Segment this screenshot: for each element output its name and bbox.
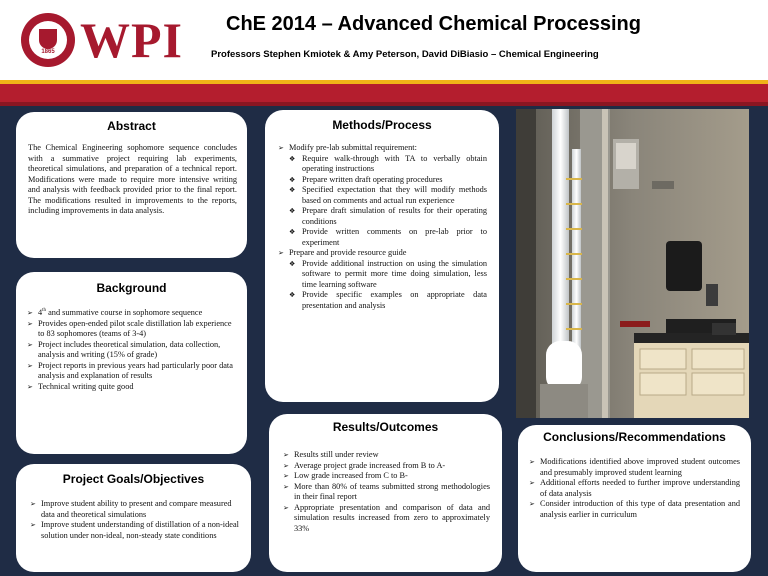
goals-heading: Project Goals/Objectives <box>62 472 205 486</box>
methods-panel <box>265 110 499 402</box>
list-item: ❖ Specified expectation that they will modify methods based on comments and actual run experience <box>289 185 487 206</box>
poster-authors: Professors Stephen Kmiotek & Amy Peterson, David DiBiasio – Chemical Engineering <box>211 49 599 60</box>
seal-year: 1865 <box>41 49 55 55</box>
abstract-panel <box>16 112 247 258</box>
abstract-heading: Abstract <box>107 119 156 133</box>
list-item: ❖ Provide specific examples on appropriate data presentation and analysis <box>289 290 487 311</box>
list-item: ➢ Average project grade increased from B to A- <box>283 461 490 472</box>
list-item: ➢ Provides open-ended pilot scale distillation lab experience to 83 sophomores (teams of 3-4) <box>27 319 237 340</box>
goals-list <box>30 499 241 541</box>
wpi-logo: WPI <box>80 12 183 68</box>
header-dark-band <box>0 102 768 106</box>
list-item: ➢ Project includes theoretical simulation, data collection, analysis and writing (15% of grade) <box>27 340 237 361</box>
results-heading: Results/Outcomes <box>332 420 439 434</box>
list-item: ❖ Require walk-through with TA to verbally obtain operating instructions <box>289 154 487 175</box>
wpi-seal-icon <box>21 13 75 67</box>
list-item: ➢ Project reports in previous years had particularly poor data analysis and explanation of results <box>27 361 237 382</box>
poster-title: ChE 2014 – Advanced Chemical Processing <box>226 13 641 35</box>
methods-list <box>278 143 487 311</box>
list-item: ➢ Appropriate presentation and comparison of data and simulation results increased from zero to approximately 33% <box>283 503 490 535</box>
list-item: ➢ Additional efforts needed to further improve understanding of data analysis <box>529 478 740 499</box>
abstract-text: The Chemical Engineering sophomore sequence concludes with a summative project requiring lab experiments, theoretical simulations, and preparation of a technical report. Modifications were made to require more intensive writing and analysis with feedback provided prior to the final report. The modifications resulted in improvements to the reports, including improvements in data analysis. <box>28 143 237 215</box>
distillation-column-photo <box>516 109 749 418</box>
goals-panel <box>16 464 251 572</box>
background-list <box>27 308 237 392</box>
list-item: ➢ Modifications identified above improved student outcomes and presumably improved student learning <box>529 457 740 478</box>
list-item: ❖ Provide written comments on pre-lab prior to experiment <box>289 227 487 248</box>
list-item: ➢ Improve student understanding of distillation of a non-ideal solution under non-ideal, non-steady state conditions <box>30 520 241 541</box>
results-list <box>283 450 490 534</box>
conclusions-panel <box>518 425 751 572</box>
list-item: ➢ Low grade increased from C to B- <box>283 471 490 482</box>
results-panel <box>269 414 502 572</box>
background-panel <box>16 272 247 454</box>
header-red-band <box>0 84 768 102</box>
list-item: ❖ Provide additional instruction on using the simulation software to permit more time doing simulation, less time learning software <box>289 259 487 291</box>
list-item: ❖ Prepare draft simulation of results for their operating conditions <box>289 206 487 227</box>
list-item: ➢ Improve student ability to present and compare measured data and theoretical simulations <box>30 499 241 520</box>
list-item: ➢ Results still under review <box>283 450 490 461</box>
background-heading: Background <box>96 281 167 295</box>
conclusions-list <box>529 457 740 520</box>
methods-heading: Methods/Process <box>332 118 432 132</box>
list-item: ➢ More than 80% of teams submitted strong methodologies in their final report <box>283 482 490 503</box>
list-item: ❖ Prepare written draft operating procedures <box>289 175 487 186</box>
methods-group-modify: ➢ Modify pre-lab submittal requirement: <box>278 143 487 154</box>
list-item: ➢ Consider introduction of this type of data presentation and analysis earlier in curriculum <box>529 499 740 520</box>
list-item: ➢ 4th and summative course in sophomore sequence <box>27 308 237 319</box>
poster-header <box>0 0 768 80</box>
methods-group-resource: ➢ Prepare and provide resource guide <box>278 248 487 259</box>
conclusions-heading: Conclusions/Recommendations <box>543 430 726 444</box>
list-item: ➢ Technical writing quite good <box>27 382 237 393</box>
